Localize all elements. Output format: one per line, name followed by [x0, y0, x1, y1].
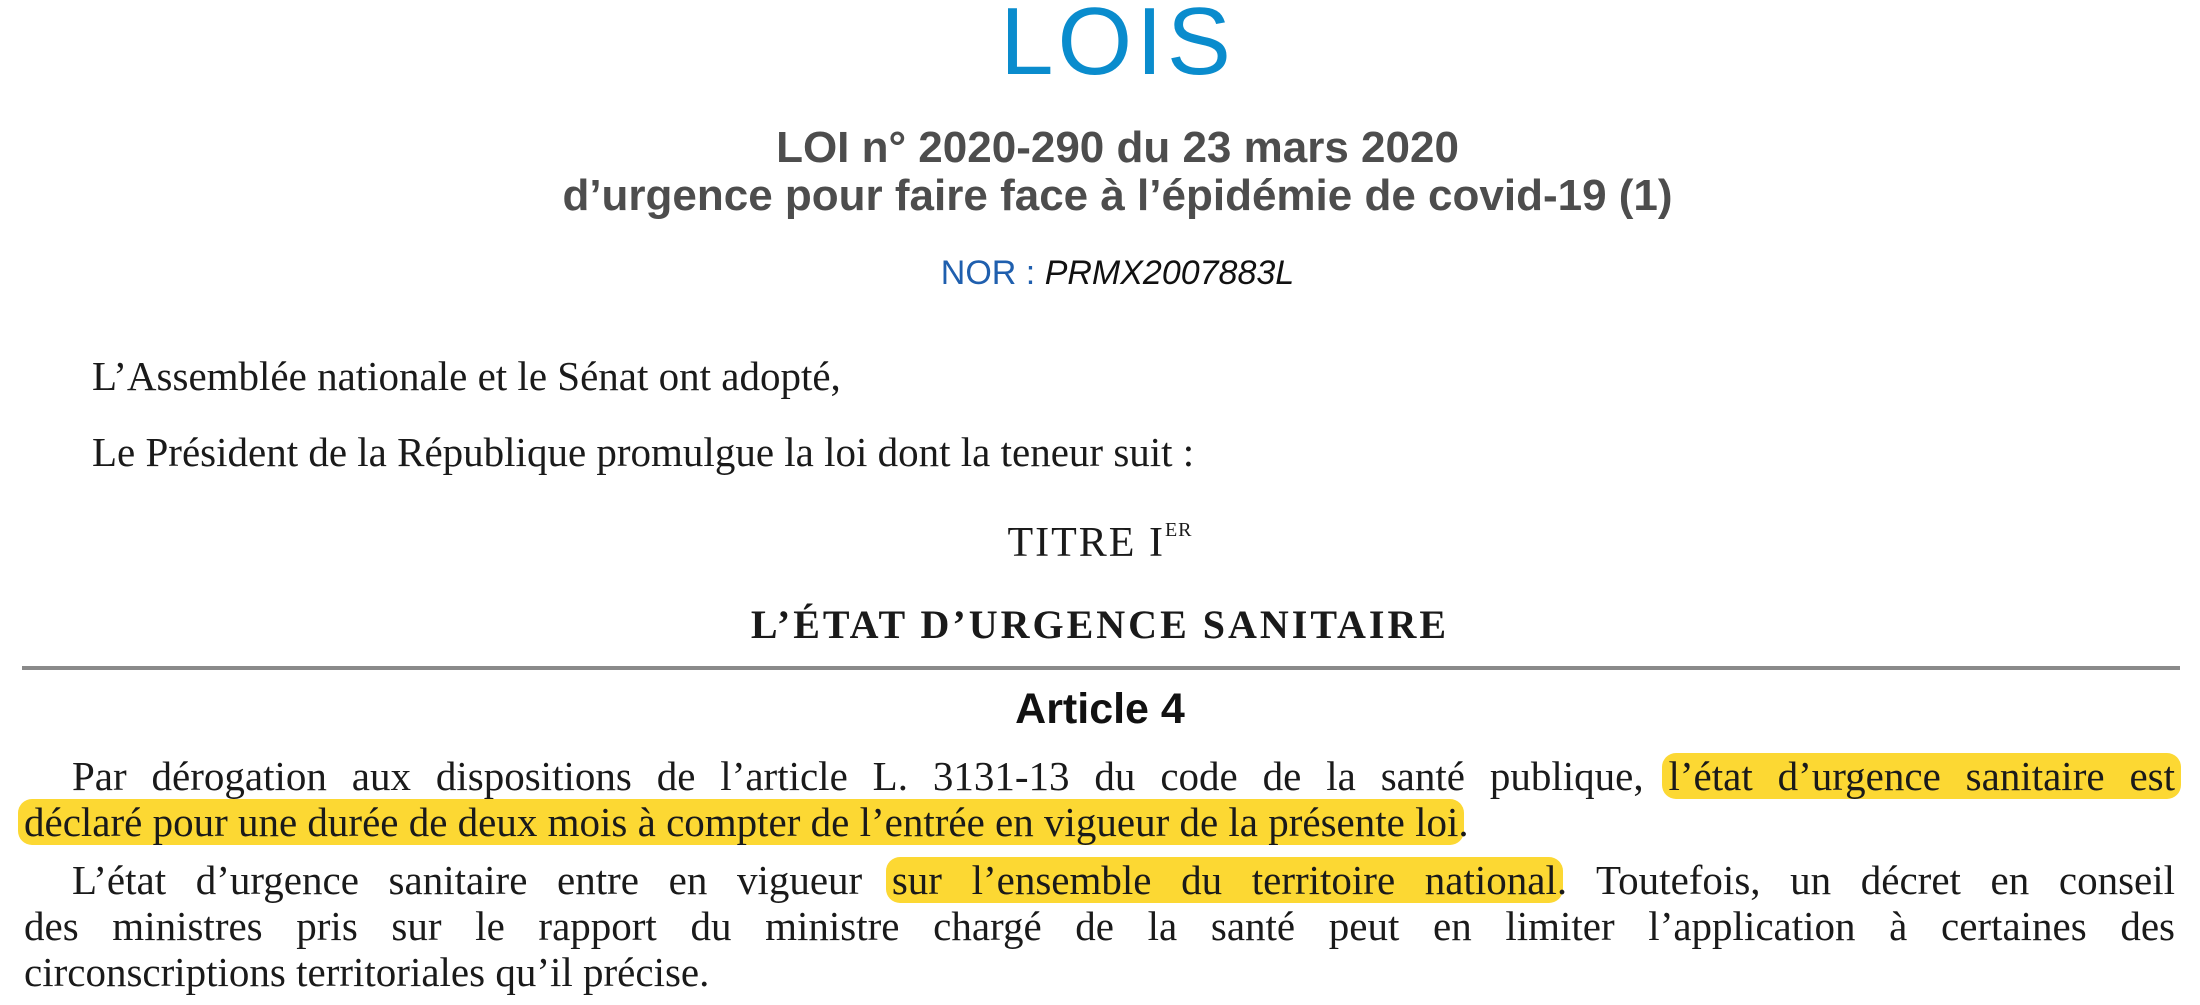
paragraph-2-line-3: circonscriptions territoriales qu’il précise. [24, 949, 710, 995]
horizontal-rule [22, 666, 2180, 670]
highlighted-text: déclaré pour une durée de deux mois à compter de l’entrée en vigueur de la présente loi [18, 799, 1464, 845]
titre-label [0, 519, 2200, 566]
paragraph-1-line-2 [24, 799, 2175, 845]
article-heading: Article 4 [1015, 685, 1185, 733]
preamble-line-1: L’Assemblée nationale et le Sénat ont adopté, [92, 353, 841, 399]
paragraph-2-line-2: des ministres pris sur le rapport du ministre chargé de la santé peut en limiter l’application à certaines des [24, 903, 2175, 949]
paragraph-2-text-cont: . Toutefois, un décret en conseil [1556, 857, 2176, 903]
titre-heading: L’ÉTAT D’URGENCE SANITAIRE [750, 602, 1450, 647]
titre-superscript: ER [1164, 519, 1193, 541]
highlighted-text: l’état d’urgence sanitaire est [1662, 753, 2181, 799]
paragraph-1-text-end: . [1458, 799, 1469, 845]
article-paragraph-1 [24, 753, 2175, 845]
law-title-line2: d’urgence pour faire face à l’épidémie de covid-19 (1) [562, 171, 1673, 220]
paragraph-2-line-1 [24, 857, 2175, 903]
titre-text: TITRE I [1007, 520, 1165, 566]
nor-code: PRMX2007883L [1044, 254, 1295, 292]
paragraph-2-text: L’état d’urgence sanitaire entre en vigueur [72, 857, 863, 903]
paragraph-1-line-1 [24, 753, 2175, 799]
law-title-line1: LOI n° 2020-290 du 23 mars 2020 [776, 123, 1459, 172]
nor-reference [0, 256, 2200, 290]
section-label-lois: LOIS [1000, 0, 1235, 95]
nor-label: NOR : [940, 254, 1036, 292]
paragraph-1-text: Par dérogation aux dispositions de l’article L. 3131-13 du code de la santé publique, [72, 753, 1644, 799]
article-paragraph-2 [24, 857, 2175, 995]
highlighted-text: sur l’ensemble du territoire national [886, 857, 1563, 903]
preamble-line-2: Le Président de la République promulgue la loi dont la teneur suit : [92, 429, 1195, 475]
